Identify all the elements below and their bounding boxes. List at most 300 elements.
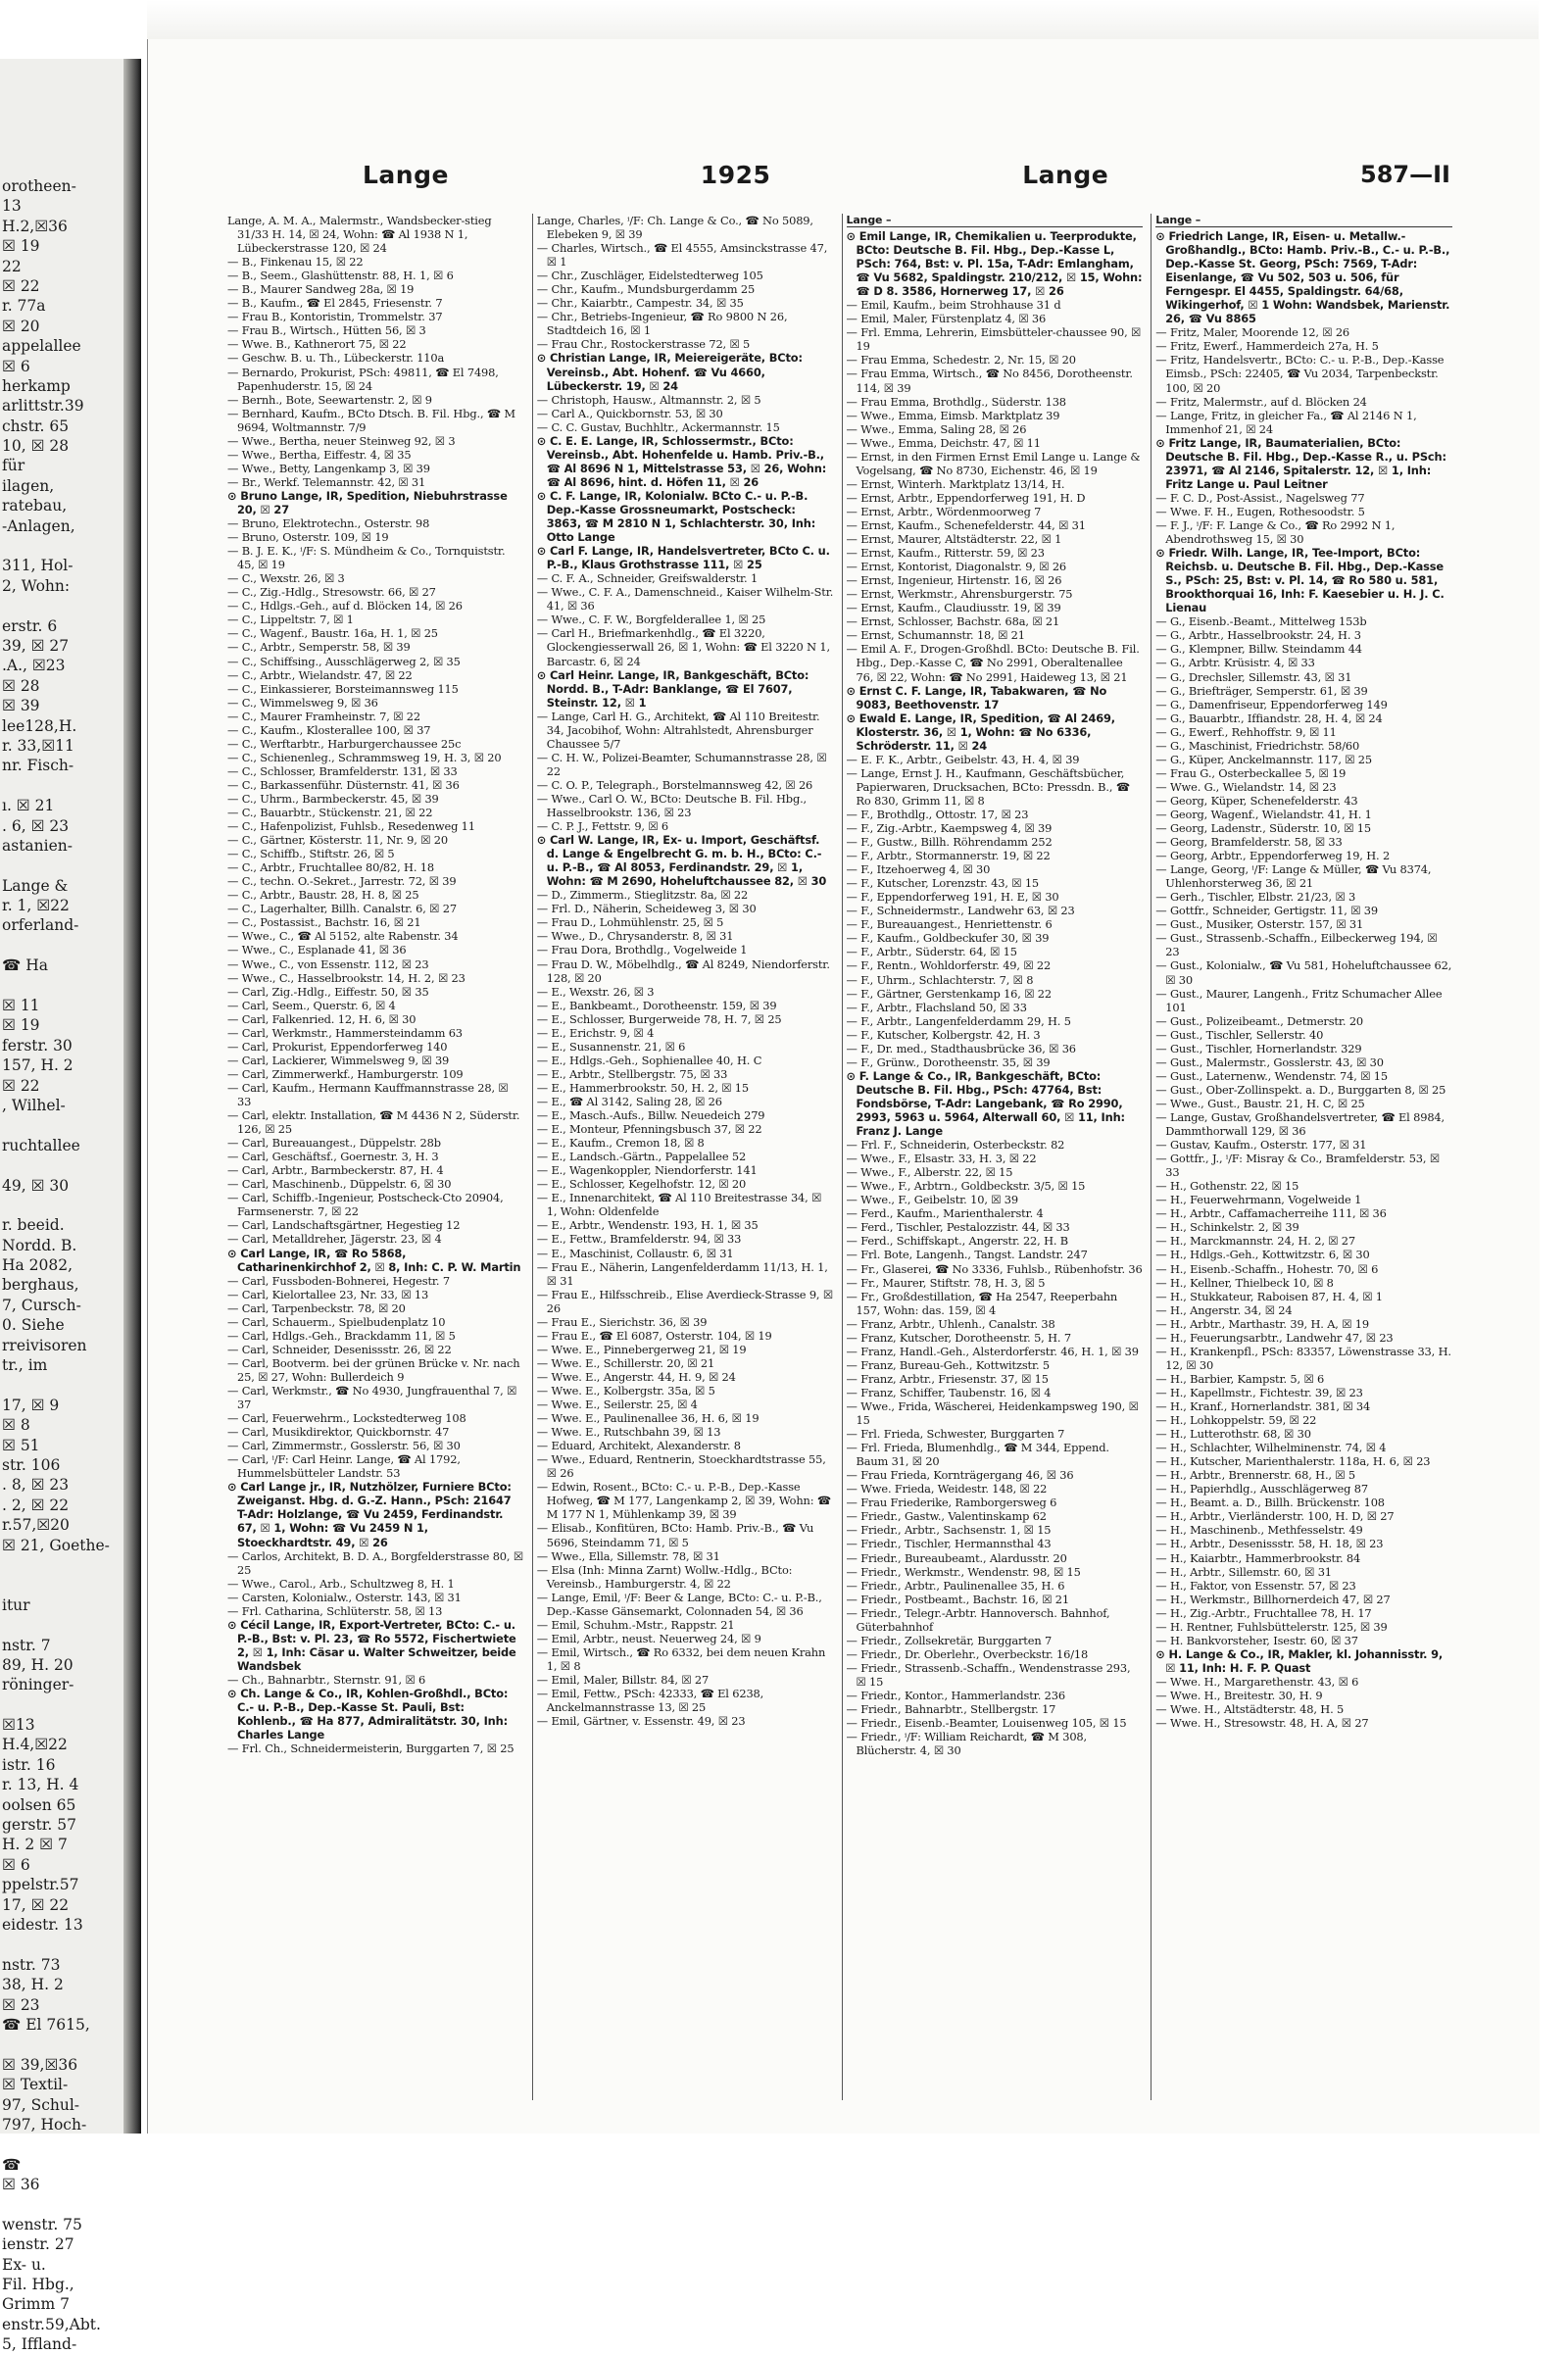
directory-entry: — B., Finkenau 15, ☒ 22 bbox=[227, 255, 364, 270]
facing-page-line: tr., im bbox=[2, 1356, 48, 1375]
directory-entry: — C., Postassist., Bachstr. 16, ☒ 21 bbox=[227, 915, 421, 930]
directory-entry: — H., Kaiarbtr., Hammerbrookstr. 84 bbox=[1155, 1550, 1361, 1565]
directory-entry: — Carl, Zimmermstr., Gosslerstr. 56, ☒ 30 bbox=[227, 1439, 461, 1453]
directory-entry: — Wwe. E., Angerstr. 44, H. 9, ☒ 24 bbox=[536, 1369, 736, 1384]
directory-entry: — Charles, Wirtsch., ☎ El 4555, Amsinckstrasse 47, ☒ 1 bbox=[536, 241, 828, 270]
facing-page-line: arlittstr.39 bbox=[2, 397, 84, 416]
directory-entry: — C., Barkassenführ. Düsternstr. 41, ☒ 36 bbox=[227, 777, 460, 792]
directory-entry: — Carl, Bootverm. bei der grünen Brücke v. Nr. nach 25, ☒ 27, Wohn: Bullerdeich 9 bbox=[227, 1355, 520, 1384]
directory-entry: — Frl. Ch., Schneidermeisterin, Burggarten 7, ☒ 25 bbox=[227, 1742, 514, 1756]
column-1 bbox=[227, 214, 524, 2100]
directory-entry: ⊙ F. Lange & Co., IR, Bankgeschäft, BCto: Deutsche B. Fil. Hbg., PSch: 47764, Bst: Fondsbörse, T-Adr: Langebank, ☎ Ro 2990, 2993, 5963 u. 5964, Alterwall 60, ☒ 11, Inh: Franz J. Lange bbox=[846, 1068, 1125, 1139]
directory-entry: — Emil, Maler, Fürstenplatz 4, ☒ 36 bbox=[846, 312, 1047, 326]
directory-entry: — E., Kaufm., Cremon 18, ☒ 8 bbox=[536, 1136, 705, 1151]
directory-entry: — Friedr., Eisenb.-Beamter, Louisenweg 105, ☒ 15 bbox=[846, 1716, 1127, 1731]
facing-page-line: wenstr. 75 bbox=[2, 2215, 82, 2233]
directory-columns bbox=[227, 214, 1452, 2100]
directory-entry: — Friedr., Strassenb.-Schaffn., Wendenstrasse 293, ☒ 15 bbox=[846, 1660, 1131, 1689]
directory-entry: — H., Barbier, Kampstr. 5, ☒ 6 bbox=[1155, 1371, 1325, 1386]
directory-entry: — H., Marckmannstr. 24, H. 2, ☒ 27 bbox=[1155, 1234, 1355, 1249]
directory-entry: — G., Küper, Anckelmannstr. 117, ☒ 25 bbox=[1155, 752, 1372, 766]
directory-entry: — C., Lippeltstr. 7, ☒ 1 bbox=[227, 613, 354, 627]
directory-entry: — Friedr., Dr. Oberlehr., Overbeckstr. 16/18 bbox=[846, 1646, 1089, 1661]
directory-entry: — F., Kaufm., Goldbeckufer 30, ☒ 39 bbox=[846, 931, 1050, 946]
directory-entry: — C., Hafenpolizist, Fuhlsb., Resedenweg 11 bbox=[227, 819, 475, 834]
directory-entry: — Wwe., Bertha, neuer Steinweg 92, ☒ 3 bbox=[227, 433, 456, 448]
directory-entry: — Ernst, Winterh. Marktplatz 13/14, H. bbox=[846, 476, 1065, 491]
directory-entry: — G., Eisenb.-Beamt., Mittelweg 153b bbox=[1155, 614, 1367, 629]
facing-page-line: ı. ☒ 21 bbox=[2, 797, 55, 815]
directory-entry: — Friedr., Telegr.-Arbtr. Hannoversch. Bahnhof, Güterbahnhof bbox=[846, 1605, 1110, 1634]
directory-entry: — Emil, Wirtsch., ☎ Ro 6332, bei dem neuen Krahn 1, ☒ 8 bbox=[536, 1644, 826, 1673]
directory-entry: — F., Uhrm., Schlachterstr. 7, ☒ 8 bbox=[846, 972, 1034, 987]
directory-entry: — C., Wimmelsweg 9, ☒ 36 bbox=[227, 695, 378, 710]
directory-entry: — Frau E., Sierichstr. 36, ☒ 39 bbox=[536, 1314, 708, 1329]
facing-page-line bbox=[2, 1555, 124, 1575]
directory-entry: — Gottfr., J., ⁱ/F: Misray & Co., Bramfelderstr. 53, ☒ 33 bbox=[1155, 1152, 1440, 1180]
directory-entry: — Wwe., Carol., Arb., Schultzweg 8, H. 1 bbox=[227, 1576, 455, 1591]
directory-entry: — Franz, Schiffer, Taubenstr. 16, ☒ 4 bbox=[846, 1385, 1052, 1399]
directory-entry: — F., Bureauangest., Henriettenstr. 6 bbox=[846, 917, 1053, 932]
facing-page-line: röninger- bbox=[2, 1676, 74, 1694]
facing-page-line: nstr. 7 bbox=[2, 1636, 51, 1654]
column-2 bbox=[532, 214, 834, 2100]
directory-entry: — H., Maschinenb., Methfesselstr. 49 bbox=[1155, 1523, 1363, 1538]
facing-page-line: ☒ 22 bbox=[2, 1076, 40, 1095]
directory-entry: — Wwe., Eduard, Rentnerin, Stoeckhardtstrasse 55, ☒ 26 bbox=[536, 1452, 826, 1481]
facing-page-line: herkamp bbox=[2, 376, 71, 395]
directory-entry: — C., Schlosser, Bramfelderstr. 131, ☒ 33 bbox=[227, 763, 458, 778]
directory-entry: — Frau E., Hilfsschreib., Elise Averdieck-Strasse 9, ☒ 26 bbox=[536, 1287, 833, 1315]
directory-entry: — Frl. D., Näherin, Scheideweg 3, ☒ 30 bbox=[536, 902, 757, 916]
directory-entry: — Fr., Maurer, Stiftstr. 78, H. 3, ☒ 5 bbox=[846, 1275, 1046, 1290]
facing-page-line: ferstr. 30 bbox=[2, 1036, 73, 1055]
facing-page-line: ilagen, bbox=[2, 476, 55, 495]
facing-page-line: .A., ☒23 bbox=[2, 657, 66, 675]
directory-entry: — Franz, Kutscher, Dorotheenstr. 5, H. 7 bbox=[846, 1330, 1071, 1345]
facing-page-line: Fil. Hbg., bbox=[2, 2276, 74, 2294]
directory-entry: — Friedr., Werkmstr., Wendenstr. 98, ☒ 15 bbox=[846, 1564, 1081, 1579]
directory-entry: — H., Arbtr., Marthastr. 39, H. A, ☒ 19 bbox=[1155, 1316, 1369, 1331]
directory-entry: — Wwe. Frieda, Weidestr. 148, ☒ 22 bbox=[846, 1482, 1048, 1496]
directory-entry: — H., Angerstr. 34, ☒ 24 bbox=[1155, 1302, 1293, 1317]
directory-entry: — Wwe. B., Kathnerort 75, ☒ 22 bbox=[227, 337, 407, 352]
directory-entry: — Carl A., Quickbornstr. 53, ☒ 30 bbox=[536, 406, 723, 420]
directory-entry: — D., Zimmerm., Stieglitzstr. 8a, ☒ 22 bbox=[536, 888, 749, 903]
directory-entry: ⊙ Ernst C. F. Lange, IR, Tabakwaren, ☎ No 9083, Beethovenstr. 17 bbox=[846, 683, 1107, 711]
facing-page-line: ☒ 21, Goethe- bbox=[2, 1536, 110, 1554]
directory-entry: — C., Maurer Framheinstr. 7, ☒ 22 bbox=[227, 709, 420, 723]
directory-entry: — C. P. J., Fettstr. 9, ☒ 6 bbox=[536, 819, 669, 834]
facing-page-line: ☒ 28 bbox=[2, 676, 40, 695]
directory-entry: — Carl, Tarpenbeckstr. 78, ☒ 20 bbox=[227, 1300, 406, 1315]
directory-entry: — G., Klempner, Billw. Steindamm 44 bbox=[1155, 642, 1362, 657]
directory-entry: — F., Arbtr., Flachsland 50, ☒ 33 bbox=[846, 1000, 1027, 1014]
directory-entry: — H., Kranf., Hornerlandstr. 381, ☒ 34 bbox=[1155, 1398, 1371, 1413]
facing-page-line: ☒ 6 bbox=[2, 1855, 30, 1874]
directory-entry: — C. C. Gustav, Buchhltr., Ackermannstr. 15 bbox=[536, 419, 780, 434]
facing-page-line: 22 bbox=[2, 257, 22, 275]
directory-entry: — Wwe. H., Stresowstr. 48, H. A, ☒ 27 bbox=[1155, 1716, 1369, 1731]
directory-entry: — G., Bauarbtr., Iffiandstr. 28, H. 4, ☒ 24 bbox=[1155, 711, 1383, 725]
directory-entry: — Franz, Arbtr., Friesenstr. 37, ☒ 15 bbox=[846, 1371, 1049, 1386]
directory-entry: — Frau Emma, Schedestr. 2, Nr. 15, ☒ 20 bbox=[846, 353, 1076, 368]
facing-page-line: oolsen 65 bbox=[2, 1795, 76, 1814]
directory-entry: — Emil, Arbtr., neust. Neuerweg 24, ☒ 9 bbox=[536, 1631, 761, 1645]
directory-entry: — Emil, Fettw., PSch: 42333, ☎ El 6238, Anckelmannstrasse 13, ☒ 25 bbox=[536, 1687, 764, 1715]
directory-entry: — Carl, Kaufm., Hermann Kauffmannstrasse 28, ☒ 33 bbox=[227, 1080, 509, 1108]
directory-entry: — H., Lutterothstr. 68, ☒ 30 bbox=[1155, 1427, 1311, 1442]
directory-entry: — Carl, Musikdirektor, Quickbornstr. 47 bbox=[227, 1425, 450, 1440]
directory-entry: — Wwe. E., Paulinenallee 36, H. 6, ☒ 19 bbox=[536, 1411, 760, 1426]
facing-page-line: Nordd. B. bbox=[2, 1236, 77, 1254]
directory-entry: — Gust., Laternenw., Wendenstr. 74, ☒ 15 bbox=[1155, 1068, 1388, 1083]
directory-entry: — Carl, Bureauangest., Düppelstr. 28b bbox=[227, 1136, 441, 1151]
directory-entry: — Franz, Arbtr., Uhlenh., Canalstr. 38 bbox=[846, 1316, 1055, 1331]
directory-entry: — Carl, Zimmerwerkf., Hamburgerstr. 109 bbox=[227, 1066, 464, 1081]
directory-entry: — Wwe., C., ☎ Al 5152, alte Rabenstr. 34 bbox=[227, 929, 459, 944]
facing-page-line bbox=[2, 1575, 124, 1595]
directory-entry: — H., Papierhdlg., Ausschlägerweg 87 bbox=[1155, 1482, 1368, 1496]
directory-entry: ⊙ Christian Lange, IR, Meiereigeräte, BCto: Vereinsb., Abt. Hohenf. ☎ Vu 4660, Lübeckerstr. 19, ☒ 24 bbox=[536, 351, 803, 393]
directory-entry: — Friedr., Zollsekretär, Burggarten 7 bbox=[846, 1633, 1053, 1647]
facing-page-line: ☒ Textil- bbox=[2, 2076, 69, 2094]
directory-entry: — Carl, Fussboden-Bohnerei, Hegestr. 7 bbox=[227, 1273, 450, 1288]
directory-entry: — Wwe. H., Margarethenstr. 43, ☒ 6 bbox=[1155, 1674, 1359, 1689]
directory-entry: — E., Monteur, Pfenningsbusch 37, ☒ 22 bbox=[536, 1122, 762, 1137]
directory-entry: — Friedr., Bahnarbtr., Stellbergstr. 17 bbox=[846, 1702, 1056, 1717]
directory-entry: — Carl, Schneider, Desenissstr. 26, ☒ 22 bbox=[227, 1342, 452, 1356]
directory-entry: — Fritz, Malermstr., auf d. Blöcken 24 bbox=[1155, 394, 1367, 409]
directory-entry: — Carl H., Briefmarkenhdlg., ☎ El 3220, Glockengiesserwall 26, ☒ 1, Wohn: ☎ El 3220 N 1, Barcastr. 6, ☒ 24 bbox=[536, 626, 830, 668]
directory-entry: — Carl, Seem., Querstr. 6, ☒ 4 bbox=[227, 998, 396, 1012]
facing-page-line: r. 33,☒11 bbox=[2, 736, 74, 755]
directory-entry: — Frau Chr., Rostockerstrasse 72, ☒ 5 bbox=[536, 337, 751, 352]
directory-entry: — F., Arbtr., Stormannerstr. 19, ☒ 22 bbox=[846, 849, 1051, 863]
directory-entry: — Carl, ⁱ/F: Carl Heinr. Lange, ☎ Al 1792, Hummelsbütteler Landstr. 53 bbox=[227, 1452, 461, 1481]
directory-entry: — Wwe., F., Alberstr. 22, ☒ 15 bbox=[846, 1165, 1013, 1180]
facing-page-line: ratebau, bbox=[2, 497, 68, 515]
directory-entry: — H., Feuerwehrmann, Vogelweide 1 bbox=[1155, 1193, 1362, 1207]
directory-entry: — F., Rentn., Wohldorferstr. 49, ☒ 22 bbox=[846, 958, 1052, 973]
directory-entry: — Wwe., Bertha, Eiffestr. 4, ☒ 35 bbox=[227, 447, 412, 462]
directory-entry: — Wwe., Betty, Langenkamp 3, ☒ 39 bbox=[227, 461, 430, 475]
directory-entry: — Ernst, Schlosser, Bachstr. 68a, ☒ 21 bbox=[846, 614, 1060, 629]
directory-entry: — C., Zig.-Hdlg., Stresowstr. 66, ☒ 27 bbox=[227, 585, 436, 600]
directory-entry: — Wwe., C., Esplanade 41, ☒ 36 bbox=[227, 943, 407, 957]
facing-page-line: 38, H. 2 bbox=[2, 1976, 64, 1994]
directory-entry: — Emil, Gärtner, v. Essenstr. 49, ☒ 23 bbox=[536, 1714, 746, 1729]
facing-page-line: 89, H. 20 bbox=[2, 1655, 74, 1674]
facing-page-line: erstr. 6 bbox=[2, 616, 58, 635]
facing-page-line: r. 13, H. 4 bbox=[2, 1776, 79, 1794]
directory-entry: — F. C. D., Post-Assist., Nagelsweg 77 bbox=[1155, 490, 1365, 505]
directory-entry: — H., Kapellmstr., Fichtestr. 39, ☒ 23 bbox=[1155, 1385, 1363, 1399]
directory-entry: — Wwe. E., Pinnebergerweg 21, ☒ 19 bbox=[536, 1342, 747, 1356]
directory-entry: — Frl. F., Schneiderin, Osterbeckstr. 82 bbox=[846, 1138, 1065, 1153]
facing-page-line: ☒ 22 bbox=[2, 276, 40, 295]
directory-entry: ⊙ C. F. Lange, IR, Kolonialw. BCto C.- u. P.-B. Dep.-Kasse Grossneumarkt, Postscheck: 3863, ☎ M 2810 N 1, Schlachterstr. 30, Inh: Otto Lange bbox=[536, 488, 816, 545]
directory-entry: — C., Wexstr. 26, ☒ 3 bbox=[227, 571, 345, 586]
facing-page-line: ☒ 36 bbox=[2, 2176, 40, 2194]
directory-entry: — B., Maurer Sandweg 28a, ☒ 19 bbox=[227, 282, 415, 297]
directory-entry: — F., Schneidermstr., Landwehr 63, ☒ 23 bbox=[846, 904, 1075, 918]
directory-entry: — Frau B., Wirtsch., Hütten 56, ☒ 3 bbox=[227, 323, 426, 338]
directory-entry: — Gust., Tischler, Hornerlandstr. 329 bbox=[1155, 1041, 1362, 1055]
facing-page-line: lee128,H. bbox=[2, 716, 77, 735]
directory-entry: — Ferd., Schiffskapt., Angerstr. 22, H. B bbox=[846, 1234, 1069, 1249]
directory-entry: — Br., Werkf. Telemannstr. 42, ☒ 31 bbox=[227, 474, 426, 489]
facing-page-line: ☒ 19 bbox=[2, 1016, 40, 1035]
facing-page-line: ☒ 11 bbox=[2, 997, 40, 1015]
facing-page-text bbox=[2, 176, 124, 2355]
directory-entry: Lange, A. M. A., Malermstr., Wandsbecker-stieg 31/33 H. 14, ☒ 24, Wohn: ☎ Al 1938 N 1, Lübeckerstrasse 120, ☒ 24 bbox=[227, 214, 492, 256]
directory-entry: — Friedr., Postbeamt., Bachstr. 16, ☒ 21 bbox=[846, 1592, 1069, 1606]
facing-page-line: . 6, ☒ 23 bbox=[2, 816, 70, 835]
directory-entry: — F., Brothdlg., Ottostr. 17, ☒ 23 bbox=[846, 807, 1029, 821]
facing-page-line: Ex- u. bbox=[2, 2255, 46, 2274]
facing-page-line: r. 77a bbox=[2, 297, 46, 316]
directory-entry: — Chr., Betriebs-Ingenieur, ☎ Ro 9800 N 26, Stadtdeich 16, ☒ 1 bbox=[536, 310, 788, 338]
directory-entry: — E., Susannenstr. 21, ☒ 6 bbox=[536, 1039, 686, 1054]
directory-entry: — Wwe., Frida, Wäscherei, Heidenkampsweg 190, ☒ 15 bbox=[846, 1398, 1139, 1428]
facing-page-line: nstr. 73 bbox=[2, 1955, 61, 1974]
directory-entry: ⊙ Carl Lange, IR, ☎ Ro 5868, Catharinenkirchhof 2, ☒ 8, Inh: C. P. W. Martin bbox=[227, 1246, 521, 1274]
directory-entry: — E., Landsch.-Gärtn., Pappelallee 52 bbox=[536, 1150, 747, 1164]
facing-page-line: ppelstr.57 bbox=[2, 1876, 79, 1894]
directory-entry: — H., Hdlgs.-Geh., Kottwitzstr. 6, ☒ 30 bbox=[1155, 1248, 1370, 1262]
directory-entry: — G., Arbtr., Hasselbrookstr. 24, H. 3 bbox=[1155, 628, 1361, 643]
directory-entry: — Fr., Großdestillation, ☎ Ha 2547, Reeperbahn 157, Wohn: das. 159, ☒ 4 bbox=[846, 1289, 1118, 1317]
directory-entry: — Carl, Hdlgs.-Geh., Brackdamm 11, ☒ 5 bbox=[227, 1328, 456, 1343]
directory-entry: — Carl, Landschaftsgärtner, Hegestieg 12 bbox=[227, 1218, 461, 1233]
directory-entry: — H., Werkmstr., Billhornerdeich 47, ☒ 27 bbox=[1155, 1592, 1391, 1606]
directory-entry: — E. F. K., Arbtr., Geibelstr. 43, H. 4, ☒ 39 bbox=[846, 752, 1080, 766]
directory-entry: — Ernst, Kaufm., Schenefelderstr. 44, ☒ 31 bbox=[846, 517, 1086, 532]
directory-entry: — H., Arbtr., Desenissstr. 58, H. 18, ☒ 23 bbox=[1155, 1537, 1384, 1551]
directory-entry: — Franz, Bureau-Geh., Kottwitzstr. 5 bbox=[846, 1357, 1051, 1372]
facing-page-line: str. 106 bbox=[2, 1456, 61, 1474]
facing-page-line bbox=[2, 1196, 124, 1215]
directory-entry: — C., Schiffb., Stiftstr. 26, ☒ 5 bbox=[227, 847, 395, 861]
directory-entry: — E., Innenarchitekt, ☎ Al 110 Breitestrasse 34, ☒ 1, Wohn: Oldenfelde bbox=[536, 1191, 822, 1219]
directory-entry: — Elsa (Inh: Minna Zarnt) Wollw.-Hdlg., BCto: Vereinsb., Hamburgerstr. 4, ☒ 22 bbox=[536, 1562, 793, 1591]
directory-entry: — Frau D. W., Möbelhdlg., ☎ Al 8249, Niendorferstr. 128, ☒ 20 bbox=[536, 957, 830, 985]
facing-page-line bbox=[2, 536, 124, 556]
directory-entry: — Frau E., ☎ El 6087, Osterstr. 104, ☒ 19 bbox=[536, 1328, 772, 1343]
directory-entry: — C., Lagerhalter, Billh. Canalstr. 6, ☒ 27 bbox=[227, 902, 457, 916]
directory-entry: — Ernst, Werkmstr., Ahrensburgerstr. 75 bbox=[846, 587, 1073, 602]
directory-entry: — C., Uhrm., Barmbeckerstr. 45, ☒ 39 bbox=[227, 791, 439, 806]
directory-entry: — G., Damenfriseur, Eppendorferweg 149 bbox=[1155, 697, 1388, 711]
directory-entry: — H., Schinkelstr. 2, ☒ 39 bbox=[1155, 1220, 1299, 1235]
directory-entry: — Lange, Georg, ⁱ/F: Lange & Müller, ☎ Vu 8374, Uhlenhorsterweg 36, ☒ 21 bbox=[1155, 862, 1432, 891]
directory-entry: — Wwe., Gust., Baustr. 21, H. C, ☒ 25 bbox=[1155, 1096, 1365, 1110]
directory-entry: — Carl, elektr. Installation, ☎ M 4436 N 2, Süderstr. 126, ☒ 25 bbox=[227, 1108, 520, 1137]
facing-page-line: ☒ 39 bbox=[2, 697, 40, 715]
directory-entry: ⊙ H. Lange & Co., IR, Makler, kl. Johannisstr. 9, ☒ 11, Inh: H. F. P. Quast bbox=[1155, 1646, 1444, 1675]
directory-entry: — C., Arbtr., Wielandstr. 47, ☒ 22 bbox=[227, 667, 413, 682]
facing-page-line bbox=[2, 856, 124, 875]
directory-entry: — Wwe., C., Hasselbrookstr. 14, H. 2, ☒ 23 bbox=[227, 970, 466, 985]
directory-entry: — H., Arbtr., Sillemstr. 60, ☒ 31 bbox=[1155, 1564, 1332, 1579]
directory-entry: ⊙ Carl W. Lange, IR, Ex- u. Import, Geschäftsf. d. Lange & Engelbrecht G. m. b. H., BCto: C.- u. P.-B., ☎ Al 8053, Ferdinandstr. 29, ☒ 1, Wohn: ☎ M 2690, Hoheluftchaussee 82, ☒ 30 bbox=[536, 833, 827, 889]
directory-entry: — Carl, Werkmstr., Hammersteindamm 63 bbox=[227, 1025, 463, 1040]
facing-page-line: astanien- bbox=[2, 836, 73, 855]
directory-entry: ⊙ Cécil Lange, IR, Export-Vertreter, BCto: C.- u. P.-B., Bst: v. Pl. 23, ☎ Ro 5572, Fischertwiete 2, ☒ 1, Inh: Cäsar u. Walter Schweitzer, beide Wandsbek bbox=[227, 1617, 516, 1673]
directory-entry: — Wwe., C. F. A., Damenschneid., Kaiser Wilhelm-Str. 41, ☒ 36 bbox=[536, 585, 834, 613]
facing-page-line: eidestr. 13 bbox=[2, 1915, 83, 1934]
directory-entry: — E., Hammerbrookstr. 50, H. 2, ☒ 15 bbox=[536, 1080, 749, 1095]
directory-entry: — Fr., Glaserei, ☎ No 3336, Fuhlsb., Rübenhofstr. 36 bbox=[846, 1261, 1143, 1276]
directory-entry: — H., Stukkateur, Raboisen 87, H. 4, ☒ 1 bbox=[1155, 1289, 1383, 1303]
facing-page-line bbox=[2, 976, 124, 996]
directory-entry: — Wwe., F., Arbtrn., Goldbeckstr. 3/5, ☒ 15 bbox=[846, 1179, 1086, 1194]
facing-page-line: orferland- bbox=[2, 916, 79, 935]
directory-entry: — Georg, Küper, Schenefelderstr. 43 bbox=[1155, 793, 1358, 808]
directory-entry: — G., Briefträger, Semperstr. 61, ☒ 39 bbox=[1155, 683, 1368, 698]
directory-entry: — Gustav, Kaufm., Osterstr. 177, ☒ 31 bbox=[1155, 1138, 1367, 1153]
directory-entry: — Friedr., ⁱ/F: William Reichardt, ☎ M 308, Blücherstr. 4, ☒ 30 bbox=[846, 1730, 1087, 1758]
directory-entry: Lange, Charles, ⁱ/F: Ch. Lange & Co., ☎ No 5089, Elebeken 9, ☒ 39 bbox=[536, 214, 813, 242]
directory-entry: — E., Erichstr. 9, ☒ 4 bbox=[536, 1025, 655, 1040]
directory-entry: — C., Hdlgs.-Geh., auf d. Blöcken 14, ☒ 26 bbox=[227, 599, 463, 613]
facing-page-line: für bbox=[2, 457, 25, 475]
directory-entry: — C., Arbtr., Fruchtallee 80/82, H. 18 bbox=[227, 860, 434, 875]
directory-entry: — Carsten, Kolonialw., Osterstr. 143, ☒ 31 bbox=[227, 1590, 462, 1604]
directory-entry: — Emil A. F., Drogen-Großhdl. BCto: Deutsche B. Fil. Hbg., Dep.-Kasse C, ☎ No 2991, Oberaltenallee 76, ☒ 22, Wohn: ☎ No 2991, Haideweg 13, ☒ 21 bbox=[846, 642, 1140, 684]
directory-entry: — H. Bankvorsteher, Isestr. 60, ☒ 37 bbox=[1155, 1633, 1358, 1647]
directory-entry: — Frau G., Osterbeckallee 5, ☒ 19 bbox=[1155, 765, 1347, 780]
directory-entry: — Friedr., Tischler, Hermannsthal 43 bbox=[846, 1537, 1052, 1551]
facing-page-line: ☎ El 7615, bbox=[2, 2015, 90, 2034]
directory-entry: — F., Arbtr., Langenfelderdamm 29, H. 5 bbox=[846, 1013, 1071, 1028]
facing-page-line: nr. Fisch- bbox=[2, 757, 74, 775]
facing-page-line: r.57,☒20 bbox=[2, 1516, 70, 1535]
directory-entry: — E., Hdlgs.-Geh., Sophienallee 40, H. C bbox=[536, 1053, 762, 1067]
directory-entry: ⊙ Friedrich Lange, IR, Eisen- u. Metallw.-Großhandlg., BCto: Hamb. Priv.-B., C.- u. P.-B., Dep.-Kasse St. Georg, PSch: 7569, T-Adr: Eisenlange, ☎ Vu 502, 503 u. 506, für Ferngespr. El 4455, Spaldingstr. 64/68, Wikingerhof, ☒ 1 Wohn: Wandsbek, Marienstr. 26, ☎ Vu 8865 bbox=[1155, 229, 1450, 326]
directory-entry: — Gust., Maurer, Langenh., Fritz Schumacher Allee 101 bbox=[1155, 986, 1443, 1014]
directory-entry: — Carl, Lackierer, Wimmelsweg 9, ☒ 39 bbox=[227, 1053, 450, 1067]
left-headword: Lange bbox=[363, 160, 449, 189]
directory-entry: — Gust., Malermstr., Gosslerstr. 43, ☒ 30 bbox=[1155, 1055, 1384, 1069]
directory-entry: — E., Wexstr. 26, ☒ 3 bbox=[536, 984, 655, 999]
facing-page-line: rreivisoren bbox=[2, 1336, 87, 1354]
facing-page-line: 49, ☒ 30 bbox=[2, 1176, 70, 1195]
directory-entry: — E., Maschinist, Collaustr. 6, ☒ 31 bbox=[536, 1246, 734, 1260]
facing-page-line: Lange & bbox=[2, 876, 69, 895]
directory-entry: — H., Feuerungsarbtr., Landwehr 47, ☒ 23 bbox=[1155, 1330, 1394, 1345]
directory-entry: — C., Kaufm., Klosterallee 100, ☒ 37 bbox=[227, 722, 431, 737]
directory-entry: — Carl, Schauerm., Spielbudenplatz 10 bbox=[227, 1314, 446, 1329]
directory-entry: — H., Arbtr., Vierländerstr. 100, H. D, ☒ 27 bbox=[1155, 1509, 1395, 1524]
directory-entry: — C., Arbtr., Baustr. 28, H. 8, ☒ 25 bbox=[227, 888, 419, 903]
facing-page-line: ruchtallee bbox=[2, 1136, 80, 1154]
facing-page-line: ☒ 8 bbox=[2, 1416, 30, 1435]
directory-entry: — F., Grünw., Dorotheenstr. 35, ☒ 39 bbox=[846, 1055, 1051, 1069]
directory-entry: — Wwe., F., Elsastr. 33, H. 3, ☒ 22 bbox=[846, 1152, 1037, 1166]
directory-entry: — Frau Dora, Brothdlg., Vogelweide 1 bbox=[536, 943, 748, 957]
directory-entry: — Chr., Zuschläger, Eidelstedterweg 105 bbox=[536, 269, 763, 283]
directory-entry: — H., Schlachter, Wilhelminenstr. 74, ☒ 4 bbox=[1155, 1441, 1387, 1455]
directory-entry: — Frau D., Lohmühlenstr. 25, ☒ 5 bbox=[536, 915, 724, 930]
directory-entry: — Frau Emma, Wirtsch., ☎ No 8456, Dorotheenstr. 114, ☒ 39 bbox=[846, 367, 1133, 395]
book-gutter bbox=[123, 59, 141, 2134]
facing-page-line bbox=[2, 936, 124, 956]
directory-entry: — Frl. Frieda, Blumenhdlg., ☎ M 344, Eppend. Baum 31, ☒ 20 bbox=[846, 1441, 1109, 1469]
directory-entry: — Georg, Wagenf., Wielandstr. 41, H. 1 bbox=[1155, 807, 1372, 821]
directory-entry: — Frl. Frieda, Schwester, Burggarten 7 bbox=[846, 1427, 1065, 1442]
directory-entry: — H., Kellner, Thielbeck 10, ☒ 8 bbox=[1155, 1275, 1334, 1290]
facing-page-line: , Wilhel- bbox=[2, 1096, 66, 1114]
directory-entry: — Gerh., Tischler, Elbstr. 21/23, ☒ 3 bbox=[1155, 890, 1356, 905]
directory-entry: — Wwe. E., Rutschbahn 39, ☒ 13 bbox=[536, 1425, 721, 1440]
directory-entry: — Lange, Fritz, in gleicher Fa., ☎ Al 2146 N 1, Immenhof 21, ☒ 24 bbox=[1155, 408, 1417, 436]
directory-entry: — Eduard, Architekt, Alexanderstr. 8 bbox=[536, 1439, 741, 1453]
facing-page-line: 39, ☒ 27 bbox=[2, 636, 70, 655]
facing-page-line: 0. Siehe bbox=[2, 1316, 65, 1335]
directory-entry: — G., Maschinist, Friedrichstr. 58/60 bbox=[1155, 738, 1360, 753]
directory-entry: — Ernst, in den Firmen Ernst Emil Lange u. Lange & Vogelsang, ☎ No 8730, Eichenstr. 46, ☒ 19 bbox=[846, 449, 1141, 477]
facing-page-line: appelallee bbox=[2, 337, 81, 356]
directory-entry: — F., Dr. med., Stadthausbrücke 36, ☒ 36 bbox=[846, 1041, 1076, 1055]
directory-entry: ⊙ Ch. Lange & Co., IR, Kohlen-Großhdl., BCto: C.- u. P.-B., Dep.-Kasse St. Pauli, Bst: Kohlenb., ☎ Ha 877, Admiralitätstr. 30, Inh: Charles Lange bbox=[227, 1687, 509, 1742]
directory-entry: — C. O. P., Telegraph., Borstelmannsweg 42, ☒ 26 bbox=[536, 777, 813, 792]
directory-entry: — F., Itzehoerweg 4, ☒ 30 bbox=[846, 862, 991, 877]
directory-entry: — Wwe., Emma, Eimsb. Marktplatz 39 bbox=[846, 408, 1060, 422]
directory-entry: — C., Schienenleg., Schrammsweg 19, H. 3, ☒ 20 bbox=[227, 750, 502, 764]
facing-page-line: ☒ 39,☒36 bbox=[2, 2055, 78, 2074]
directory-entry: — Ferd., Tischler, Pestalozzistr. 44, ☒ 33 bbox=[846, 1220, 1070, 1235]
directory-entry: — Fritz, Handelsvertr., BCto: C.- u. P.-B., Dep.-Kasse Eimsb., PSch: 22405, ☎ Vu 2034, Tarpenbeckstr. 100, ☒ 20 bbox=[1155, 353, 1445, 395]
directory-entry: — C., Schiffsing., Ausschlägerweg 2, ☒ 35 bbox=[227, 654, 461, 668]
directory-entry: — Wwe., D., Chrysanderstr. 8, ☒ 31 bbox=[536, 929, 734, 944]
facing-page-line: ☎ bbox=[2, 2155, 22, 2174]
directory-entry: — F., Kutscher, Kolbergstr. 42, H. 3 bbox=[846, 1027, 1041, 1042]
directory-entry: — Wwe. H., Breitestr. 30, H. 9 bbox=[1155, 1688, 1323, 1702]
directory-entry: — Wwe., Ella, Sillemstr. 78, ☒ 31 bbox=[536, 1548, 720, 1563]
directory-entry: — C. H. W., Polizei-Beamter, Schumannstrasse 28, ☒ 22 bbox=[536, 750, 827, 778]
facing-page-line: itur bbox=[2, 1595, 30, 1614]
directory-entry: — Frl. Emma, Lehrerin, Eimsbütteler-chaussee 90, ☒ 19 bbox=[846, 325, 1142, 354]
facing-page-line: 17, ☒ 9 bbox=[2, 1396, 60, 1414]
directory-entry: — H., Faktor, von Essenstr. 57, ☒ 23 bbox=[1155, 1578, 1356, 1593]
facing-page-line bbox=[2, 2035, 124, 2054]
directory-entry: — H., Zig.-Arbtr., Fruchtallee 78, H. 17 bbox=[1155, 1605, 1372, 1620]
directory-entry: — Ernst, Kontorist, Diagonalstr. 9, ☒ 26 bbox=[846, 560, 1067, 574]
facing-page-line: ☒ 6 bbox=[2, 357, 30, 375]
directory-entry: — Carl, Kielortallee 23, Nr. 33, ☒ 13 bbox=[227, 1287, 429, 1301]
facing-page-line: 311, Hol- bbox=[2, 557, 74, 575]
directory-entry: — Wwe., Emma, Deichstr. 47, ☒ 11 bbox=[846, 435, 1041, 450]
directory-entry: — Elisab., Konfitüren, BCto: Hamb. Priv.-B., ☎ Vu 5696, Steindamm 71, ☒ 5 bbox=[536, 1521, 814, 1549]
year: 1925 bbox=[700, 160, 771, 189]
directory-entry: — E., Wagenkoppler, Niendorferstr. 141 bbox=[536, 1163, 758, 1178]
directory-entry: — Ernst, Kaufm., Claudiusstr. 19, ☒ 39 bbox=[846, 601, 1061, 615]
facing-page-line: 7, Cursch- bbox=[2, 1296, 81, 1314]
directory-entry: — Lange, Carl H. G., Architekt, ☎ Al 110 Breitestr. 34, Jacobihof, Wohn: Altrahlstedt, Ahrensburger Chaussee 5/7 bbox=[536, 709, 820, 751]
directory-entry: — Gust., Tischler, Sellerstr. 40 bbox=[1155, 1027, 1324, 1042]
directory-entry: — Fritz, Maler, Moorende 12, ☒ 26 bbox=[1155, 325, 1350, 340]
directory-entry: — Georg, Bramfelderstr. 58, ☒ 33 bbox=[1155, 835, 1343, 850]
directory-entry: — Ernst, Kaufm., Ritterstr. 59, ☒ 23 bbox=[846, 546, 1045, 561]
facing-page-line: ☒ 23 bbox=[2, 1995, 40, 2014]
directory-entry: — Wwe. E., Schillerstr. 20, ☒ 21 bbox=[536, 1355, 715, 1370]
directory-entry: — E., Bankbeamt., Dorotheenstr. 159, ☒ 39 bbox=[536, 998, 777, 1012]
directory-entry: — Wwe., C. F. W., Borgfelderallee 1, ☒ 25 bbox=[536, 613, 766, 627]
directory-entry: ⊙ Carl F. Lange, IR, Handelsvertreter, BCto C. u. P.-B., Klaus Grothstrasse 111, ☒ 25 bbox=[536, 544, 830, 572]
facing-page-line: r. 1, ☒22 bbox=[2, 897, 70, 915]
